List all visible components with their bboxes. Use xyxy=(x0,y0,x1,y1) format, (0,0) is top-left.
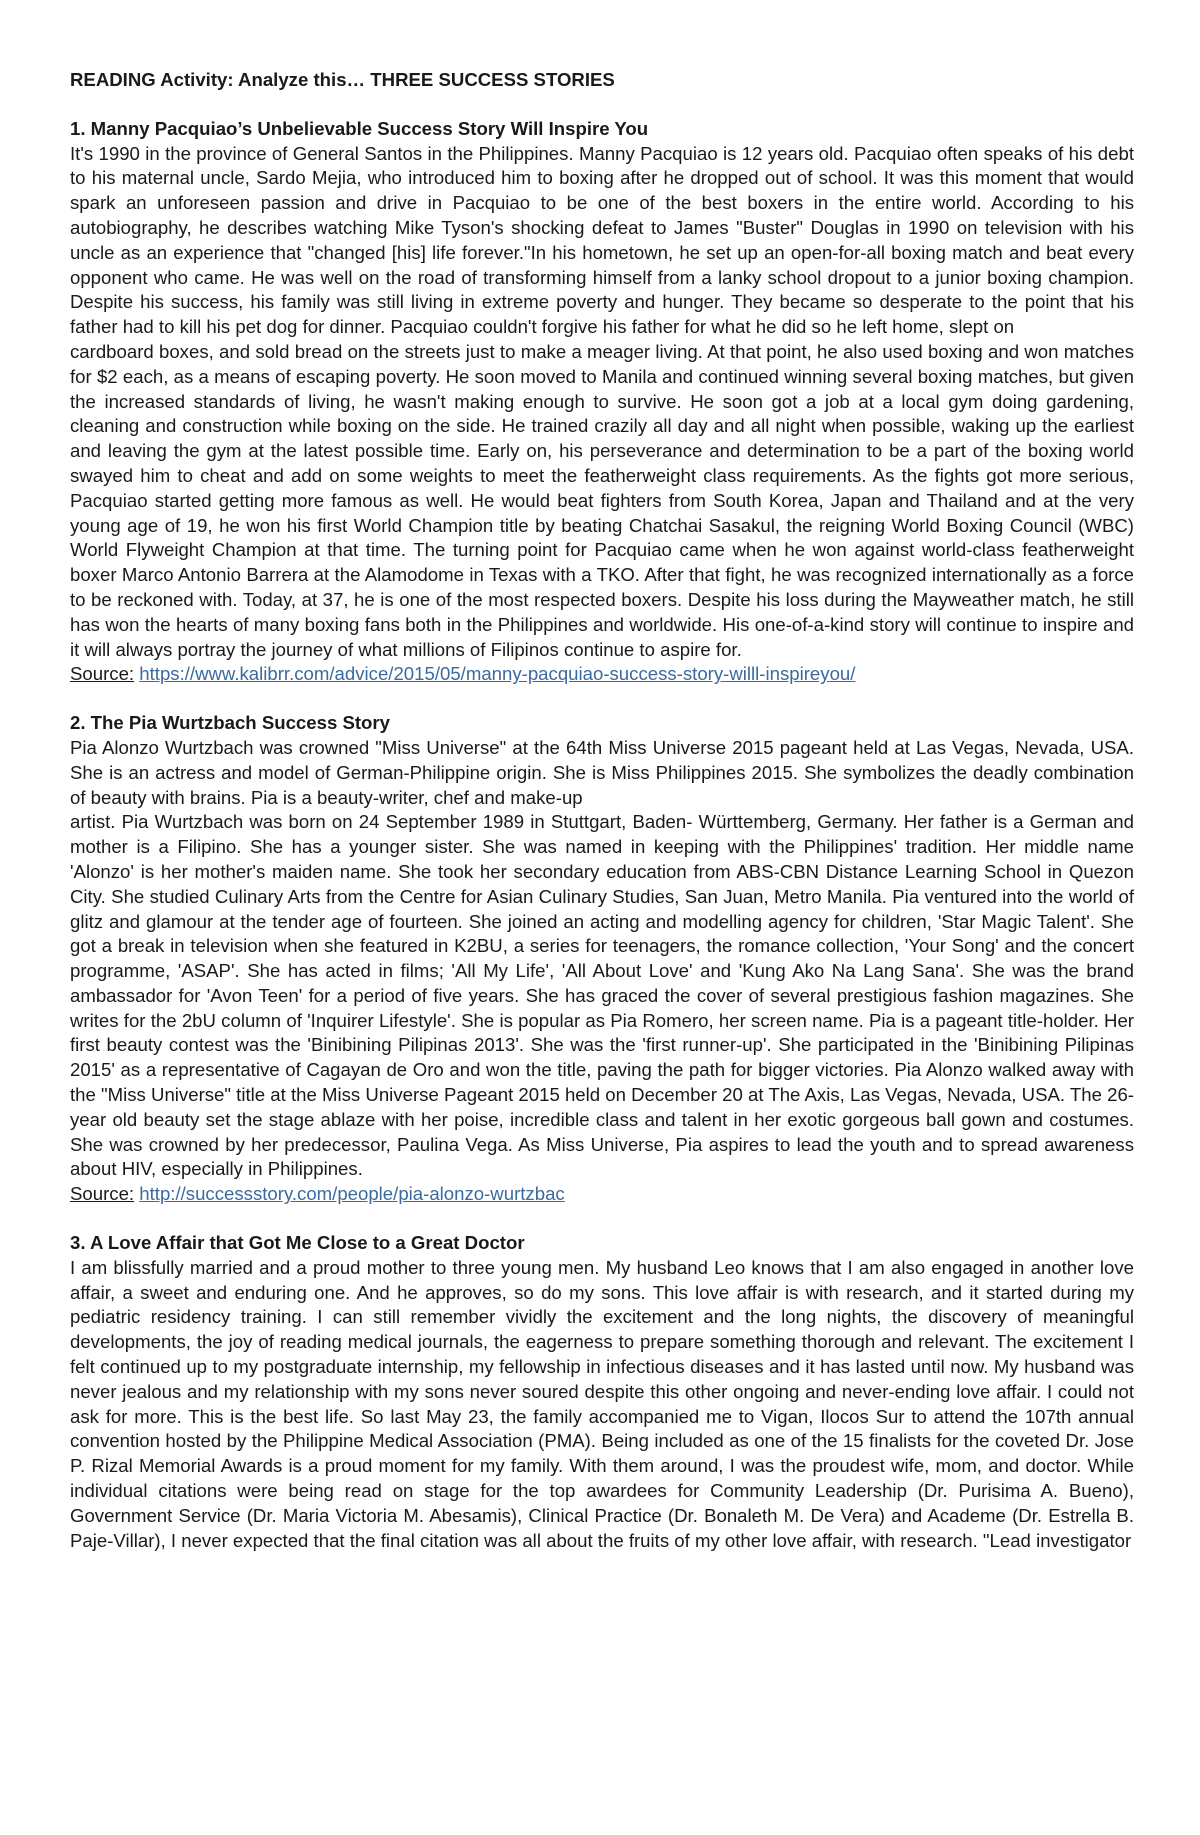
story-heading: 3. A Love Affair that Got Me Close to a Great Doctor xyxy=(70,1232,525,1254)
story-heading: 2. The Pia Wurtzbach Success Story xyxy=(70,712,390,734)
source-line xyxy=(70,1182,1134,1207)
story-paragraph: I am blissfully married and a proud mother to three young men. My husband Leo knows that I am also engaged in another love affair, a sweet and enduring one. And he approves, so do my sons. This love affair is with research, and it started during my pediatric residency training. I can still remember vividly the excitement and the long nights, the discovery of meaningful developments, the joy of reading medical journals, the eagerness to prepare something thorough and relevant. The excitement I felt continued up to my postgraduate internship, my fellowship in infectious diseases and it has lasted until now. My husband was never jealous and my relationship with my sons never soured despite this other ongoing and never-ending love affair. I could not ask for more. This is the best life. So last May 23, the family accompanied me to Vigan, Ilocos Sur to attend the 107th annual convention hosted by the Philippine Medical Association (PMA). Being included as one of the 15 finalists for the coveted Dr. Jose P. Rizal Memorial Awards is a proud moment for my family. With them around, I was the proudest wife, mom, and doctor. While individual citations were being read on stage for the top awardees for Community Leadership (Dr. Purisima A. Bueno), Government Service (Dr. Maria Victoria M. Abesamis), Clinical Practice (Dr. Bonaleth M. De Vera) and Academe (Dr. Estrella B. Paje-Villar), I never expected that the final citation was all about the fruits of my other love affair, with research. "Lead investigator xyxy=(70,1256,1134,1551)
story-wurtzbach xyxy=(70,711,1134,1207)
story-paragraph: cardboard boxes, and sold bread on the streets just to make a meager living. At that point, he also used boxing and won matches for $2 each, as a means of escaping poverty. He soon moved to Manila and continued winning several boxing matches, but given the increased standards of living, he wasn't making enough to survive. He soon got a job at a local gym doing gardening, cleaning and construction while boxing on the side. He trained crazily all day and all night when possible, waking up the earliest and leaving the gym at the latest possible time. Early on, his perseverance and determination to be a part of the boxing world swayed him to cheat and add on some weights to meet the featherweight class requirements. As the fights got more serious, Pacquiao started getting more famous as well. He would beat fighters from South Korea, Japan and Thailand and at the very young age of 19, he won his first World Champion title by beating Chatchai Sasakul, the reigning World Boxing Council (WBC) World Flyweight Champion at that time. The turning point for Pacquiao came when he won against world-class featherweight boxer Marco Antonio Barrera at the Alamodome in Texas with a TKO. After that fight, he was recognized internationally as a force to be reckoned with. Today, at 37, he is one of the most respected boxers. Despite his loss during the Mayweather match, he still has won the hearts of many boxing fans both in the Philippines and worldwide. His one-of-a-kind story will continue to inspire and it will always portray the journey of what millions of Filipinos continue to aspire for. xyxy=(70,340,1134,660)
document-page xyxy=(70,68,1134,1577)
story-pacquiao xyxy=(70,117,1134,687)
source-line xyxy=(70,662,1134,687)
story-paragraph: artist. Pia Wurtzbach was born on 24 September 1989 in Stuttgart, Baden- Württemberg, Germany. Her father is a German and mother is a Filipino. She has a younger sister. She was named in keeping with the Philippines' tradition. Her middle name 'Alonzo' is her mother's maiden name. She took her secondary education from ABS-CBN Distance Learning School in Quezon City. She studied Culinary Arts from the Centre for Asian Culinary Studies, San Juan, Metro Manila. Pia ventured into the world of glitz and glamour at the tender age of fourteen. She joined an acting and modelling agency for children, 'Star Magic Talent'. She got a break in television when she featured in K2BU, a series for teenagers, the romance collection, 'Your Song' and the concert programme, 'ASAP'. She has acted in films; 'All My Life', 'All About Love' and 'Kung Ako Na Lang Sana'. She was the brand ambassador for 'Avon Teen' for a period of five years. She has graced the cover of several prestigious fashion magazines. She writes for the 2bU column of 'Inquirer Lifestyle'. She is popular as Pia Romero, her screen name. Pia is a pageant title-holder. Her first beauty contest was the 'Binibining Pilipinas 2013'. She was the 'first runner-up'. She participated in the 'Binibining Pilipinas 2015' as a representative of Cagayan de Oro and won the title, paving the path for bigger victories. Pia Alonzo walked away with the "Miss Universe" title at the Miss Universe Pageant 2015 held on December 20 at The Axis, Las Vegas, Nevada, USA. The 26- year old beauty set the stage ablaze with her poise, incredible class and talent in her exotic gorgeous ball gown and costumes. She was crowned by her predecessor, Paulina Vega. As Miss Universe, Pia aspires to lead the youth and to spread awareness about HIV, especially in Philippines. xyxy=(70,811,1134,1180)
source-label: Source: xyxy=(70,1183,135,1205)
source-link[interactable]: http://successstory.com/people/pia-alonzo-wurtzbac xyxy=(139,1183,565,1205)
story-paragraph: Pia Alonzo Wurtzbach was crowned "Miss Universe" at the 64th Miss Universe 2015 pageant held at Las Vegas, Nevada, USA. She is an actress and model of German-Philippine origin. She is Miss Philippines 2015. She symbolizes the deadly combination of beauty with brains. Pia is a beauty-writer, chef and make-up xyxy=(70,736,1134,808)
story-love-affair xyxy=(70,1231,1134,1553)
story-heading: 1. Manny Pacquiao’s Unbelievable Success Story Will Inspire You xyxy=(70,117,649,139)
story-paragraph: It's 1990 in the province of General Santos in the Philippines. Manny Pacquiao is 12 years old. Pacquiao often speaks of his debt to his maternal uncle, Sardo Mejia, who introduced him to boxing after he dropped out of school. It was this moment that would spark an unforeseen passion and drive in Pacquiao to be one of the best boxers in the entire world. According to his autobiography, he describes watching Mike Tyson's shocking defeat to James "Buster" Douglas in 1990 on television with his uncle as an experience that "changed [his] life forever."In his hometown, he set up an open-for-all boxing match and beat every opponent who came. He was well on the road of transforming himself from a lanky school dropout to a junior boxing champion. Despite his success, his family was still living in extreme poverty and hunger. They became so desperate to the point that his father had to kill his pet dog for dinner. Pacquiao couldn't forgive his father for what he did so he left home, slept on xyxy=(70,142,1134,338)
page-title: READING Activity: Analyze this… THREE SUCCESS STORIES xyxy=(70,69,615,90)
source-link[interactable]: https://www.kalibrr.com/advice/2015/05/manny-pacquiao-success-story-willl-inspireyou/ xyxy=(139,663,856,685)
source-label: Source: xyxy=(70,663,135,685)
